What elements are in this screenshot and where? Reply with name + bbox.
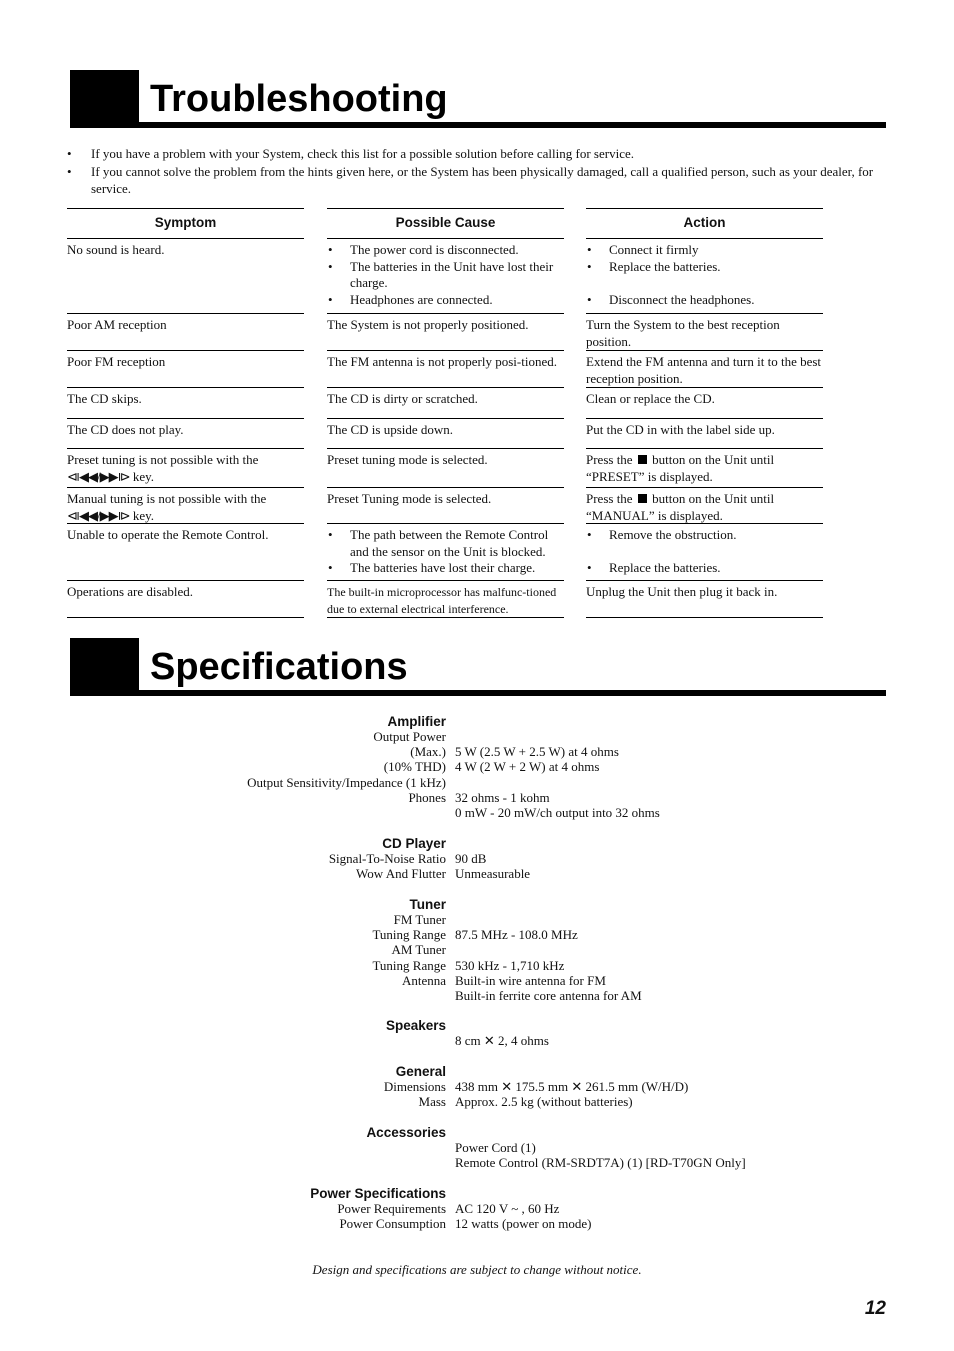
symptom-cell: Manual tuning is not possible with the ⧏◀◀/▶▶⧐ key.: [67, 488, 304, 524]
section-marker-block: [70, 638, 139, 696]
section-marker-block: [70, 70, 139, 128]
change-notice: Design and specifications are subject to change without notice.: [312, 1262, 642, 1277]
spec-group-power: [60, 1186, 860, 1231]
spec-row: Power Cord (1): [455, 1140, 536, 1155]
intro-item: • If you have a problem with your System, check this list for a possible solution before calling for service.: [67, 145, 877, 163]
symptom-cell: The CD skips.: [67, 388, 304, 419]
cause-cell: [327, 524, 564, 581]
intro-list: [67, 145, 877, 198]
spec-row: Dimensions 438 mm ✕ 175.5 mm ✕ 261.5 mm (W/H/D): [383, 1079, 689, 1094]
action-cell: Press the button on the Unit until “PRESET” is displayed.: [586, 449, 823, 488]
spec-group-title: Tuner: [409, 897, 446, 912]
symptom-cell: Operations are disabled.: [67, 581, 304, 618]
skip-keys-icon: ⧏◀◀/▶▶⧐: [67, 468, 130, 484]
spec-row: AM Tuner: [391, 942, 446, 958]
spec-group-title: CD Player: [382, 836, 446, 851]
spec-row: (Max.) 5 W (2.5 W + 2.5 W) at 4 ohms: [410, 744, 619, 760]
cause-item: • The batteries in the Unit have lost their charge.: [327, 259, 564, 292]
spec-row: FM Tuner: [393, 912, 446, 927]
spec-row: Power Consumption 12 watts (power on mode): [339, 1216, 592, 1232]
cause-item: • The power cord is disconnected.: [327, 242, 564, 259]
action-cell: Put the CD in with the label side up.: [586, 419, 823, 449]
cause-cell: Preset Tuning mode is selected.: [327, 488, 564, 524]
spec-group-speakers: [60, 1018, 860, 1048]
spec-row: Output Power: [373, 729, 446, 744]
spec-row: Wow And Flutter Unmeasurable: [356, 866, 531, 882]
symptom-cell: Unable to operate the Remote Control.: [67, 524, 304, 581]
action-cell: Clean or replace the CD.: [586, 388, 823, 419]
section-title-troubleshooting: Troubleshooting: [150, 78, 448, 120]
action-cell: Unplug the Unit then plug it back in.: [586, 581, 823, 618]
spec-group-title: General: [395, 1064, 446, 1079]
stop-icon: [638, 494, 647, 503]
cause-item: • The batteries have lost their charge.: [327, 560, 564, 577]
specifications-header: [70, 638, 886, 696]
cause-cell: The FM antenna is not properly posi-tioned.: [327, 351, 564, 388]
spec-row: Power Requirements AC 120 V ~ , 60 Hz: [337, 1201, 560, 1216]
spec-row: Remote Control (RM-SRDT7A) (1) [RD-T70GN Only]: [455, 1155, 746, 1171]
action-cell: Press the button on the Unit until “MANUAL” is displayed.: [586, 488, 823, 524]
symptom-column: [67, 208, 304, 618]
action-item: • Disconnect the headphones.: [586, 292, 823, 309]
cause-item: • Headphones are connected.: [327, 292, 564, 309]
spec-row: 8 cm ✕ 2, 4 ohms: [455, 1033, 549, 1048]
spec-group-title: Amplifier: [387, 714, 446, 729]
action-cell: [586, 239, 823, 314]
intro-item: • If you cannot solve the problem from the hints given here, or the System has been physically damaged, call a qualified person, such as your dealer, for service.: [67, 163, 877, 198]
page-number: 12: [864, 1298, 886, 1319]
spec-group-general: [60, 1064, 860, 1109]
action-column: [586, 208, 823, 618]
cause-cell: The System is not properly positioned.: [327, 314, 564, 351]
symptom-cell: Poor AM reception: [67, 314, 304, 351]
action-item: • Remove the obstruction.: [586, 527, 823, 544]
spec-group-accessories: [60, 1125, 860, 1170]
cause-column: [327, 208, 564, 618]
spec-row: (10% THD) 4 W (2 W + 2 W) at 4 ohms: [383, 759, 600, 775]
action-item: • Replace the batteries.: [586, 259, 823, 276]
stop-icon: [638, 455, 647, 464]
spec-row: Signal-To-Noise Ratio 90 dB: [328, 851, 487, 866]
action-cell: Turn the System to the best reception position.: [586, 314, 823, 351]
spec-group-title: Accessories: [366, 1125, 446, 1140]
symptom-cell: The CD does not play.: [67, 419, 304, 449]
action-item: • Connect it firmly: [586, 242, 823, 259]
symptom-cell: No sound is heard.: [67, 239, 304, 314]
cause-cell: Preset tuning mode is selected.: [327, 449, 564, 488]
section-rule: [139, 122, 886, 128]
spec-row: Antenna Built-in wire antenna for FM: [401, 972, 606, 988]
cause-header: Possible Cause: [327, 208, 564, 239]
symptom-cell: Preset tuning is not possible with the ⧏◀◀/▶▶⧐ key.: [67, 449, 304, 488]
action-cell: [586, 524, 823, 581]
skip-keys-icon: ⧏◀◀/▶▶⧐: [67, 507, 130, 523]
action-header: Action: [586, 208, 823, 239]
spec-group-amplifier: [60, 714, 860, 820]
spec-row: 0 mW - 20 mW/ch output into 32 ohms: [455, 805, 660, 821]
spec-group-title: Power Specifications: [310, 1186, 446, 1201]
spec-group-cd-player: [60, 836, 860, 881]
symptom-cell: Poor FM reception: [67, 351, 304, 388]
spec-row: Output Sensitivity/Impedance (1 kHz): [247, 774, 446, 790]
cause-cell: The CD is dirty or scratched.: [327, 388, 564, 419]
troubleshooting-header: [70, 70, 886, 128]
spec-row: Phones 32 ohms - 1 kohm: [408, 789, 550, 805]
cause-cell: [327, 239, 564, 314]
cause-item: • The path between the Remote Control and the sensor on the Unit is blocked.: [327, 527, 564, 560]
spec-row: Tuning Range 530 kHz - 1,710 kHz: [372, 957, 565, 973]
cause-cell: The built-in microprocessor has malfunc-tioned due to external electrical interference.: [327, 581, 564, 618]
section-rule: [139, 690, 886, 696]
section-title-specifications: Specifications: [150, 646, 408, 688]
spec-row: Mass Approx. 2.5 kg (without batteries): [418, 1094, 633, 1110]
spec-group-title: Speakers: [385, 1018, 446, 1033]
action-cell: Extend the FM antenna and turn it to the best reception position.: [586, 351, 823, 388]
spec-row: Built-in ferrite core antenna for AM: [455, 988, 642, 1004]
action-item: • Replace the batteries.: [586, 560, 823, 577]
symptom-header: Symptom: [67, 208, 304, 239]
spec-group-tuner: [60, 897, 860, 1003]
spec-row: Tuning Range 87.5 MHz - 108.0 MHz: [372, 927, 578, 943]
cause-cell: The CD is upside down.: [327, 419, 564, 449]
